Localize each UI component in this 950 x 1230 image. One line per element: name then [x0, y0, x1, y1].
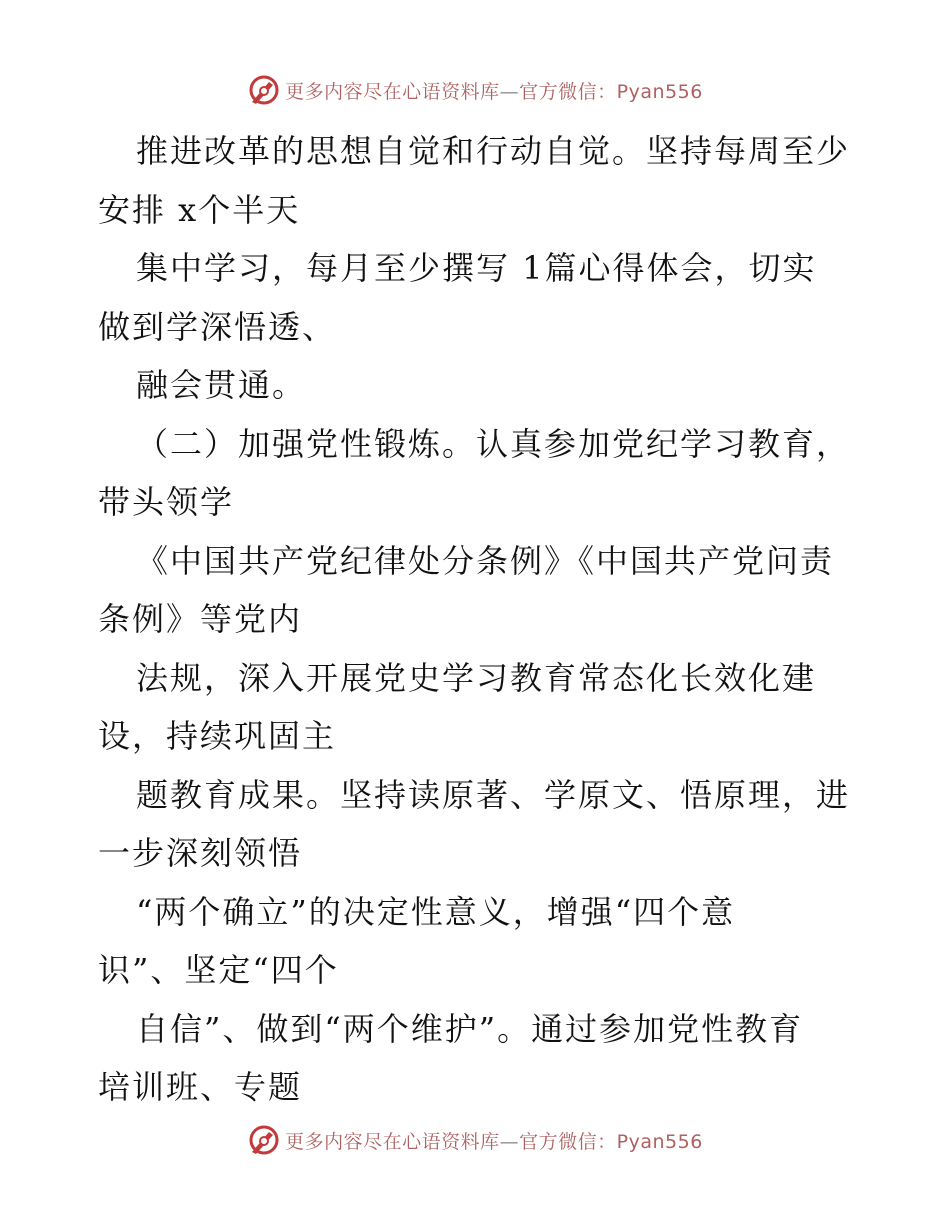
- text-line: 一步深刻领悟: [98, 834, 303, 872]
- text-line: 带头领学: [98, 483, 235, 521]
- pen-circle-logo: [247, 73, 281, 107]
- text-line: “两个确立”的决定性意义，增强“四个意: [136, 892, 736, 931]
- text-line: 安排 x个半天: [98, 190, 301, 229]
- text-line: 自信”、做到“两个维护”。通过参加党性教育: [136, 1009, 804, 1048]
- text-line: 法规，深入开展党史学习教育常态化长效化建: [136, 658, 817, 697]
- pen-circle-logo: [247, 1123, 281, 1157]
- text-line: 识”、坚定“四个: [98, 951, 339, 989]
- footer-watermark: [0, 1120, 950, 1160]
- header-watermark: [0, 70, 950, 110]
- text-line: 培训班、专题: [98, 1068, 303, 1106]
- text-line: 题教育成果。坚持读原著、学原文、悟原理，进: [136, 775, 851, 814]
- text-line: 条例》等党内: [98, 600, 303, 638]
- watermark-text: 更多内容尽在心语资料库—官方微信：Pyan556: [285, 1130, 703, 1153]
- text-line: 做到学深悟透、: [98, 307, 337, 346]
- watermark-text: 更多内容尽在心语资料库—官方微信：Pyan556: [285, 80, 703, 103]
- text-line: （二）加强党性锻炼。认真参加党纪学习教育，: [136, 424, 851, 463]
- text-line: 《中国共产党纪律处分条例》《中国共产党问责: [136, 541, 835, 580]
- body-text: [98, 122, 858, 1117]
- text-line: 集中学习，每月至少撰写 1篇心得体会，切实: [136, 249, 817, 287]
- text-line: 融会贯通。: [136, 366, 307, 404]
- text-line: 设，持续巩固主: [98, 717, 337, 755]
- text-line: 推进改革的思想自觉和行动自觉。坚持每周至少: [136, 132, 851, 170]
